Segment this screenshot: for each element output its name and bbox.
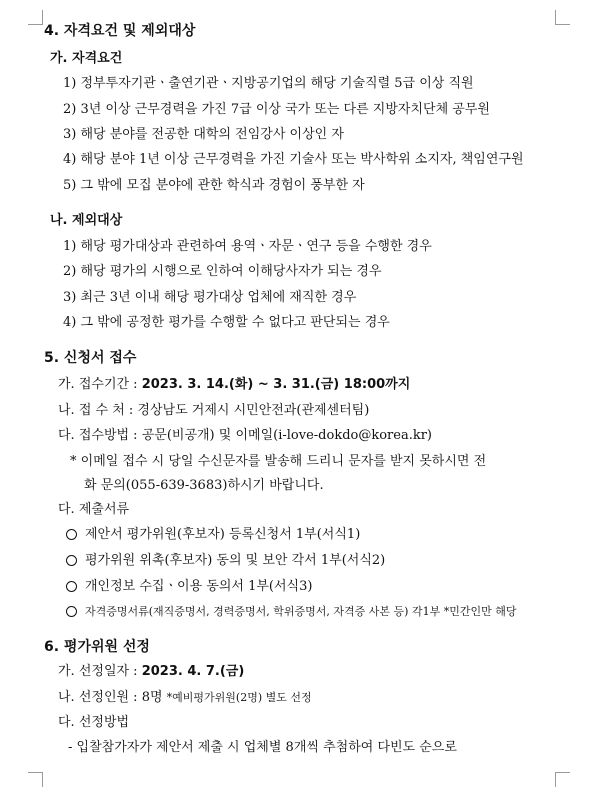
page-corner-mark — [28, 10, 43, 25]
documents-title: 다. 제출서류 — [58, 502, 130, 517]
qualification-item: 4) 해당 분야 1년 이상 근무경력을 가진 기술사 또는 박사학위 소지자, 책임연구원 — [63, 152, 524, 167]
selection-date-value: 2023. 4. 7.(금) — [141, 664, 245, 679]
application-period — [58, 376, 410, 394]
selection-method-detail: - 입찰참가자가 제안서 제출 시 업체별 8개씩 추첨하여 다빈도 순으로 — [68, 740, 457, 755]
section-5-title: 5. 신청서 접수 — [44, 350, 137, 366]
application-period-label: 가. 접수기간 : — [58, 377, 142, 392]
selection-count — [58, 689, 312, 707]
section-6-title: 6. 평가위원 선정 — [44, 639, 150, 655]
document-item — [66, 578, 312, 596]
application-period-value: 2023. 3. 14.(화) ~ 3. 31.(금) 18:00까지 — [141, 377, 411, 392]
qualification-item: 5) 그 밖에 모집 분야에 관한 학식과 경험이 풍부한 자 — [63, 178, 365, 193]
exclusion-item: 3) 최근 3년 이내 해당 평가대상 업체에 재직한 경우 — [63, 290, 357, 305]
page-corner-mark — [555, 10, 570, 25]
circle-bullet-icon — [66, 606, 77, 617]
application-method: 다. 접수방법 : 공문(비공개) 및 이메일(i-love-dokdo@korea.kr) — [58, 428, 432, 443]
selection-count-note: *예비평가위원(2명) 별도 선정 — [166, 691, 312, 704]
qualification-item: 1) 정부투자기관ㆍ출연기관ㆍ지방공기업의 해당 기술직렬 5급 이상 직원 — [63, 76, 474, 91]
exclusion-item: 4) 그 밖에 공정한 평가를 수행할 수 없다고 판단되는 경우 — [63, 315, 390, 330]
document-item-label: 자격증명서류(재직증명서, 경력증명서, 학위증명서, 자격증 사본 등) 각1부 *민간인만 해당 — [85, 605, 517, 618]
selection-date — [58, 663, 244, 681]
qualification-item: 3) 해당 분야를 전공한 대학의 전임강사 이상인 자 — [63, 127, 344, 142]
circle-bullet-icon — [66, 581, 77, 592]
email-note-line1: * 이메일 접수 시 당일 수신문자를 발송해 드리니 문자를 받지 못하시면 전 — [70, 454, 487, 469]
application-place: 나. 접 수 처 : 경상남도 거제시 시민안전과(관제센터팀) — [58, 403, 370, 418]
section-4-ga-title: 가. 자격요건 — [50, 51, 123, 66]
document-item-label: 제안서 평가위원(후보자) 등록신청서 1부(서식1) — [85, 527, 361, 542]
selection-count-label: 나. 선정인원 : 8명 — [58, 690, 167, 705]
document-item — [66, 526, 360, 544]
document-item-label: 개인정보 수집ㆍ이용 동의서 1부(서식3) — [85, 579, 313, 594]
circle-bullet-icon — [66, 529, 77, 540]
section-4-title: 4. 자격요건 및 제외대상 — [44, 23, 196, 39]
exclusion-item: 2) 해당 평가의 시행으로 인하여 이해당사자가 되는 경우 — [63, 264, 382, 279]
circle-bullet-icon — [66, 555, 77, 566]
selection-method-title: 다. 선정방법 — [58, 715, 130, 730]
document-item — [66, 603, 516, 621]
section-4-na-title: 나. 제외대상 — [50, 213, 123, 228]
selection-date-label: 가. 선정일자 : — [58, 664, 142, 679]
document-item-label: 평가위원 위촉(후보자) 동의 및 보안 각서 1부(서식2) — [85, 553, 386, 568]
document-item — [66, 552, 385, 570]
qualification-item: 2) 3년 이상 근무경력을 가진 7급 이상 국가 또는 다른 지방자치단체 공무원 — [63, 102, 490, 117]
page-corner-mark — [555, 772, 570, 787]
page-corner-mark — [28, 772, 43, 787]
email-note-line2: 화 문의(055-639-3683)하시기 바랍니다. — [84, 478, 324, 493]
exclusion-item: 1) 해당 평가대상과 관련하여 용역ㆍ자문ㆍ연구 등을 수행한 경우 — [63, 239, 432, 254]
